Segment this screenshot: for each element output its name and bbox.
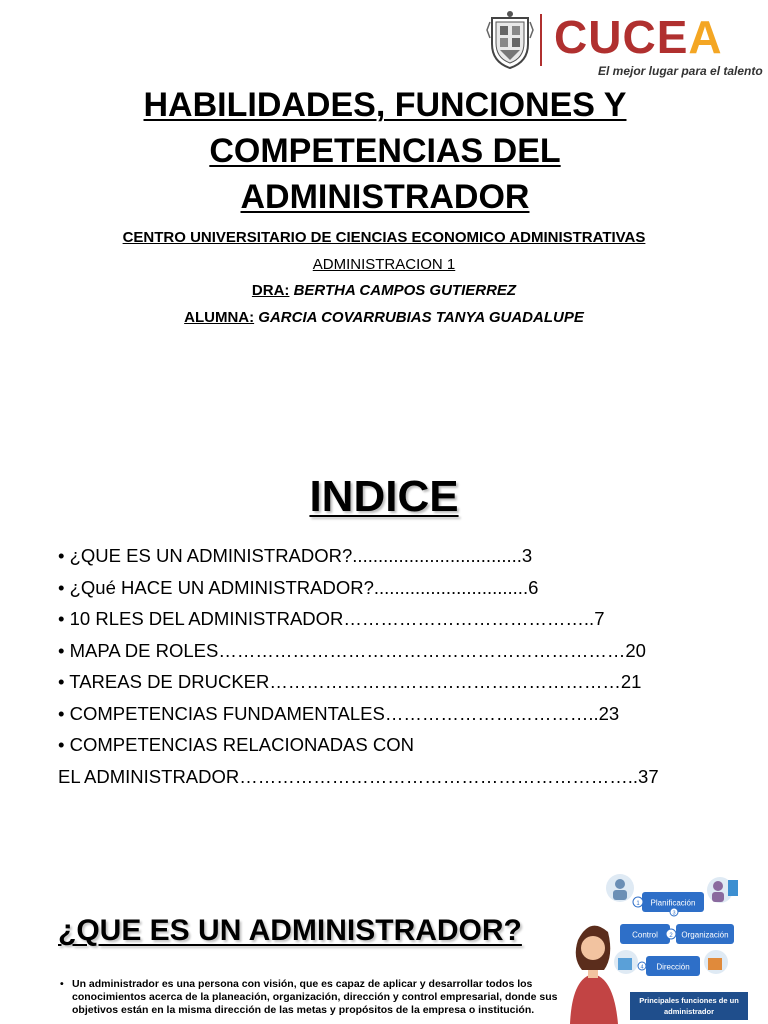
title-slide bbox=[0, 0, 768, 345]
svg-text:3: 3 bbox=[672, 910, 676, 917]
student-line bbox=[0, 308, 768, 328]
teacher-line bbox=[0, 281, 768, 301]
logo-divider bbox=[540, 14, 542, 66]
infographic-caption bbox=[630, 992, 748, 1020]
title-line: HABILIDADES, FUNCIONES Y bbox=[143, 86, 627, 124]
course-label: ADMINISTRACION 1 bbox=[312, 256, 456, 273]
node-control bbox=[620, 924, 676, 944]
svg-text:1: 1 bbox=[636, 901, 640, 907]
brand-letter: C bbox=[554, 11, 589, 63]
index-title: INDICE bbox=[309, 472, 459, 521]
brand-name bbox=[554, 12, 723, 62]
brand-letter: A bbox=[688, 11, 723, 63]
node-planificacion bbox=[633, 892, 704, 912]
toc-item: • 10 RLES DEL ADMINISTRADOR…………………………………..7 bbox=[58, 608, 605, 629]
index-slide bbox=[0, 448, 768, 833]
toc-item: • ¿QUE ES UN ADMINISTRADOR?.................................3 bbox=[58, 545, 533, 566]
table-of-contents bbox=[58, 540, 738, 792]
brand-letter: E bbox=[656, 11, 689, 63]
toc-item: • MAPA DE ROLES…………………………………………………………20 bbox=[58, 639, 646, 661]
svg-text:2: 2 bbox=[669, 933, 673, 939]
title-line: ADMINISTRADOR bbox=[240, 178, 530, 216]
cucea-logo bbox=[486, 10, 763, 82]
node-direccion bbox=[638, 956, 700, 976]
svg-text:Organización: Organización bbox=[681, 930, 729, 940]
presentation-title bbox=[60, 82, 710, 220]
admin-functions-infographic bbox=[568, 870, 763, 1024]
svg-text:Control: Control bbox=[632, 930, 658, 940]
course-name bbox=[0, 255, 768, 275]
teacher-name: BERTHA CAMPOS GUTIERREZ bbox=[293, 282, 517, 299]
student-name: GARCIA COVARRUBIAS TANYA GUADALUPE bbox=[258, 309, 584, 326]
toc-item: • TAREAS DE DRUCKER…………………………………………………21 bbox=[58, 671, 642, 692]
university-seal-icon bbox=[486, 10, 534, 70]
definition-paragraph bbox=[60, 978, 564, 1017]
svg-text:Planificación: Planificación bbox=[650, 898, 696, 908]
svg-text:Principales funciones de un: Principales funciones de un bbox=[639, 996, 739, 1005]
toc-item-continuation: EL ADMINISTRADOR………………………………………………………..37 bbox=[58, 765, 659, 787]
brand-letter: C bbox=[622, 11, 657, 63]
node-organizacion bbox=[670, 908, 734, 944]
brand-tagline: El mejor lugar para el talento bbox=[598, 64, 763, 78]
svg-text:Dirección: Dirección bbox=[656, 962, 690, 972]
toc-item: • COMPETENCIAS FUNDAMENTALES……………………………..23 bbox=[58, 702, 620, 724]
brand-letter: U bbox=[588, 11, 623, 63]
section-title: ¿QUE ES UN ADMINISTRADOR? bbox=[58, 914, 522, 947]
teacher-label: DRA: bbox=[251, 282, 290, 299]
definition-slide bbox=[0, 860, 768, 1024]
svg-text:4: 4 bbox=[640, 964, 644, 971]
institution-name: CENTRO UNIVERSITARIO DE CIENCIAS ECONOMICO ADMINISTRATIVAS bbox=[122, 229, 646, 246]
toc-item: • ¿Qué HACE UN ADMINISTRADOR?..............................6 bbox=[58, 576, 539, 598]
title-line: COMPETENCIAS DEL bbox=[209, 132, 561, 170]
manager-figure-icon bbox=[570, 926, 618, 1024]
svg-text:administrador: administrador bbox=[663, 1007, 715, 1016]
definition-text: Un administrador es una persona con visión, que es capaz de aplicar y desarrollar todos los conocimientos acerca de la planeación, organización, dirección y control empresarial, donde sus objetivos están en la misma dirección de las metas y propósitos de la empresa o institución. bbox=[72, 978, 558, 1016]
toc-item: • COMPETENCIAS RELACIONADAS CON bbox=[58, 734, 414, 755]
student-label: ALUMNA: bbox=[184, 309, 255, 326]
bullet-icon: • bbox=[60, 978, 64, 990]
